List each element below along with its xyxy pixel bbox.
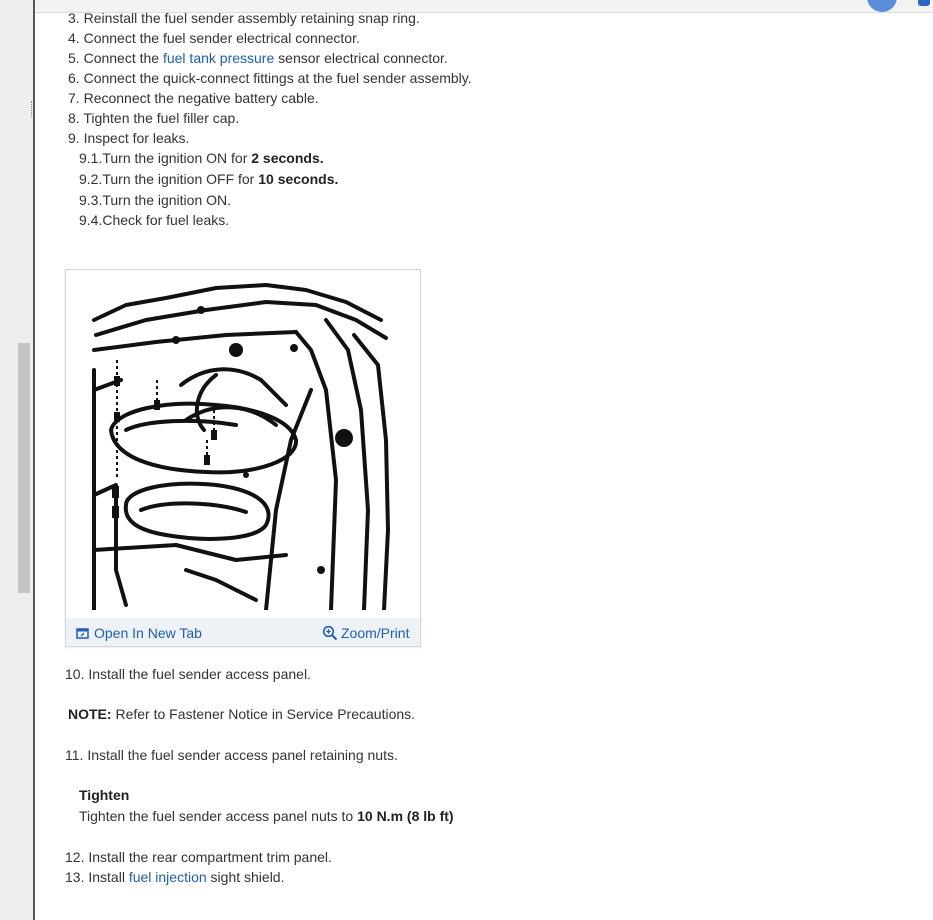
step-11: 11. Install the fuel sender access panel retaining nuts.	[65, 747, 398, 763]
zoom-print-label: Zoom/Print	[341, 625, 410, 641]
fuel-injection-link[interactable]: fuel injection	[128, 869, 207, 885]
zoom-print-button[interactable]	[322, 623, 409, 643]
tighten-spec: Tighten the fuel sender access panel nuts to 10 N.m (8 lb ft)	[79, 808, 454, 824]
step-5: 5. Connect the fuel tank pressure sensor electrical connector.	[68, 50, 448, 66]
note: NOTE: Refer to Fastener Notice in Service Precautions.	[68, 706, 416, 722]
step-10: 10. Install the fuel sender access panel.	[65, 666, 311, 682]
step-9: 9. Inspect for leaks.	[68, 130, 190, 146]
open-in-new-tab-label: Open In New Tab	[94, 625, 202, 641]
step-6: 6. Connect the quick-connect fittings at the fuel sender assembly.	[68, 70, 472, 86]
open-new-tab-icon	[76, 627, 89, 640]
tighten-heading: Tighten	[79, 787, 130, 803]
step-7: 7. Reconnect the negative battery cable.	[68, 90, 319, 106]
fuel-sender-access-panel-illustration[interactable]	[86, 280, 396, 610]
step-8: 8. Tighten the fuel filler cap.	[68, 110, 240, 126]
substep-9-3: 9.3.Turn the ignition ON.	[79, 192, 232, 208]
illustration-figure	[65, 269, 421, 647]
fuel-tank-pressure-link[interactable]: fuel tank pressure	[162, 50, 275, 66]
magnifier-plus-icon	[322, 625, 338, 641]
step-12: 12. Install the rear compartment trim panel.	[65, 849, 332, 865]
step-4: 4. Connect the fuel sender electrical connector.	[68, 30, 360, 46]
step-13: 13. Install fuel injection sight shield.	[65, 869, 285, 885]
substep-9-4: 9.4.Check for fuel leaks.	[79, 212, 230, 228]
figure-footer	[66, 618, 420, 646]
open-in-new-tab-button[interactable]	[76, 623, 202, 643]
substep-9-1: 9.1.Turn the ignition ON for 2 seconds.	[79, 150, 324, 166]
step-3: 3. Reinstall the fuel sender assembly retaining snap ring.	[68, 10, 420, 26]
substep-9-2: 9.2.Turn the ignition OFF for 10 seconds.	[79, 171, 339, 187]
